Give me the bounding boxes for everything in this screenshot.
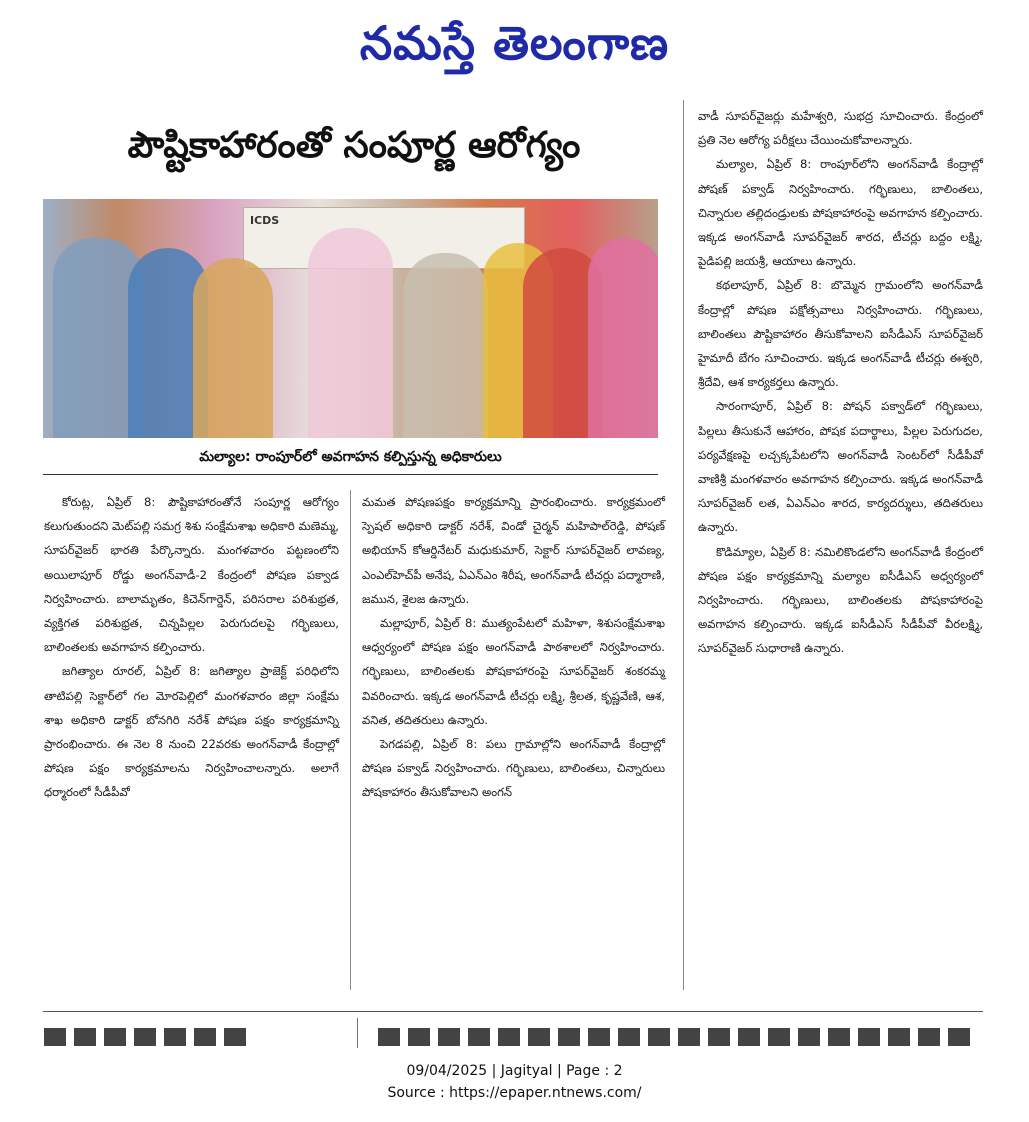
article-paragraph: వాడీ సూపర్‌వైజర్లు మహేశ్వరి, సుభద్ర సూచించారు. కేంద్రంలో ప్రతి నెల ఆరోగ్య పరీక్షలు చేయించుకోవాలన్నారు. [698, 109, 983, 148]
article-paragraph: జగిత్యాల రూరల్, ఏప్రిల్ 8: జగిత్యాల ప్రాజెక్ట్ పరిధిలోని తాటిపల్లి సెక్టార్‌లో గల మోరపెల్లిలో మంగళవారం జిల్లా సంక్షేమ శాఖ అధికారి డాక్టర్ బోనగిరి నరేశ్ పోషణ పక్షం కార్యక్రమాన్ని ప్రారంభించారు. ఈ నెల 8 నుంచి 22వరకు అంగన్‌వాడీ కేంద్రాల్లో పోషణ పక్షం కార్యక్రమాలను నిర్వహించాలన్నారు. అలాగే ధర్మారంలో సీడీపీవో [44, 664, 339, 800]
article-paragraph: కథలాపూర్, ఏప్రిల్ 8: బొమ్మెన గ్రామంలోని అంగన్‌వాడీ కేంద్రాల్లో పోషణ పక్షోత్సవాలు నిర్వహించారు. గర్భిణులు, బాలింతలు పౌష్టికాహారం తీసుకోవాలని ఐసీడీఎస్ సూపర్‌వైజర్ హైమాదీ బేగం సూచించారు. ఇక్కడ అంగన్‌వాడీ టీచర్లు ఈశ్వరి, శ్రీదేవి, ఆశ కార్యకర్తలు ఉన్నారు. [698, 278, 983, 390]
article-column-3 [698, 104, 983, 661]
photo-person [588, 238, 658, 438]
footer-date-edition: 09/04/2025 | Jagityal | Page : 2 [406, 1063, 623, 1079]
footer-source: Source : https://epaper.ntnews.com/ [387, 1085, 642, 1101]
newspaper-masthead: నమస్తే తెలంగాణ [359, 16, 670, 70]
article-paragraph: కొడిమ్యాల, ఏప్రిల్ 8: నమిలికొండలోని అంగన్‌వాడీ కేంద్రంలో పోషణ పక్షం కార్యక్రమాన్ని మల్యాల ఐసీడీఎస్ అధ్వర్యంలో నిర్వహించారు. గర్భిణులు, బాలింతలకు పోషకాహారంపై అవగాహన కల్పించారు. ఇక్కడ ఐసీడీఎస్ సీడీపీవో వీరలక్ష్మి, సూపర్‌వైజర్ సుధారాణి ఉన్నారు. [698, 544, 983, 656]
article-paragraph: సారంగాపూర్, ఏప్రిల్ 8: పోషన్ పక్వాడ్‌లో గర్భిణులు, పిల్లలు తీసుకునే ఆహారం, పోషక పదార్థాలు, పిల్లల పెరుగుదల, పర్యవేక్షణపై లచ్చక్కపేటలోని అంగన్‌వాడీ సెంటర్‌లో సీడీపీవో వాణిశ్రీ మంగళవారం అవగాహన కల్పించారు. ఇక్కడ అంగన్‌వాడీ సూపర్‌వైజర్ లత, ఏఎన్‌ఎం శారద, కార్యదర్శులు, తదితరులు ఉన్నారు. [698, 399, 983, 535]
caption-divider [43, 474, 658, 475]
teaser-divider [357, 1018, 358, 1048]
column-divider [683, 100, 684, 990]
article-paragraph: మల్లాపూర్, ఏప్రిల్ 8: ముత్యంపేటలో మహిళా, శిశుసంక్షేమశాఖ ఆధ్వర్యంలో పోషణ పక్షం అంగన్‌వాడీ పాఠశాలలో నిర్వహించారు. గర్భిణులు, బాలింతలకు పోషకాహారంపై సూపర్‌వైజర్ శంకరమ్మ వివరించారు. ఇక్కడ అంగన్‌వాడీ టీచర్లు లక్ష్మి, శ్రీలత, కృష్ణవేణి, ఆశ, వనిత, తదితరులు ఉన్నారు. [362, 616, 665, 727]
article-paragraph: మమత పోషణపక్షం కార్యక్రమాన్ని ప్రారంభించారు. కార్యక్రమంలో స్పెషల్ అధికారి డాక్టర్ నరేశ్, విండో చైర్మన్ మహిపాల్‌రెడ్డి, పోషణ్ అభియాన్ కోఆర్డినేటర్ మధుకుమార్, సెక్టార్ సూపర్‌వైజర్ లావణ్య, ఎంఎల్‌హెచ్‌పీ అనేష, ఏఎన్‌ఎం శిరీష, అంగన్‌వాడీ టీచర్లు పద్మారాణి, జమున, శైలజ ఉన్నారు. [362, 495, 665, 606]
photo-person [308, 228, 393, 438]
next-article-teaser [44, 1028, 254, 1046]
article-paragraph: కోరుట్ల, ఏప్రిల్ 8: పౌష్టికాహారంతోనే సంపూర్ణ ఆరోగ్యం కలుగుతుందని మెట్‌పల్లి సమగ్ర శిశు సంక్షేమశాఖ అధికారి మణెమ్మ, సూపర్‌వైజర్ భారతి పేర్కొన్నారు. మంగళవారం పట్టణంలోని అయిలాపూర్ రోడ్డు అంగన్‌వాడీ-2 కేంద్రంలో పోషణ పక్వాడ నిర్వహించారు. బాలామృతం, కిచెన్‌గార్డెన్, పరిసరాల పరిశుభ్రత, వ్యక్తిగత పరిశుభ్రత, చిన్నపిల్లల పెరుగుదలపై గర్భిణులు, బాలింతలకు అవగాహన కల్పించారు. [44, 495, 339, 655]
article-column-2 [362, 490, 665, 805]
photo-caption: మల్యాల: రాంపూర్‌లో అవగాహన కల్పిస్తున్న అధికారులు [199, 449, 502, 465]
photo-person [193, 258, 273, 438]
next-article-teaser [378, 1028, 973, 1046]
article-column-1 [44, 490, 339, 805]
page-footer [0, 1060, 1029, 1104]
page-bottom-divider [43, 1011, 983, 1012]
article-paragraph: మల్యాల, ఏప్రిల్ 8: రాంపూర్‌లోని అంగన్‌వాడీ కేంద్రాల్లో పోషణ్ పక్వాడ్ నిర్వహించారు. గర్భిణులు, బాలింతలు, చిన్నారుల తల్లిదండ్రులకు పోషకాహారంపై అవగాహన కల్పించారు. ఇక్కడ అంగన్‌వాడీ సూపర్‌వైజర్ శారద, టీచర్లు బద్దం లక్ష్మి, పైడిపల్లి జయశ్రీ, ఆయాలు ఉన్నారు. [698, 157, 983, 269]
photo-banner-label: ICDS [250, 214, 280, 227]
column-divider [350, 490, 351, 990]
article-paragraph: పెగడపల్లి, ఏప్రిల్ 8: పలు గ్రామాల్లోని అంగన్‌వాడీ కేంద్రాల్లో పోషణ పక్వాడ్ నిర్వహించారు. గర్భిణులు, బాలింతలు, చిన్నారులు పోషకాహారం తీసుకోవాలని అంగన్ [362, 737, 665, 800]
photo-person [403, 253, 488, 438]
article-photo [43, 199, 658, 438]
article-headline: పౌష్టికాహారంతో సంపూర్ణ ఆరోగ్యం [127, 125, 581, 166]
